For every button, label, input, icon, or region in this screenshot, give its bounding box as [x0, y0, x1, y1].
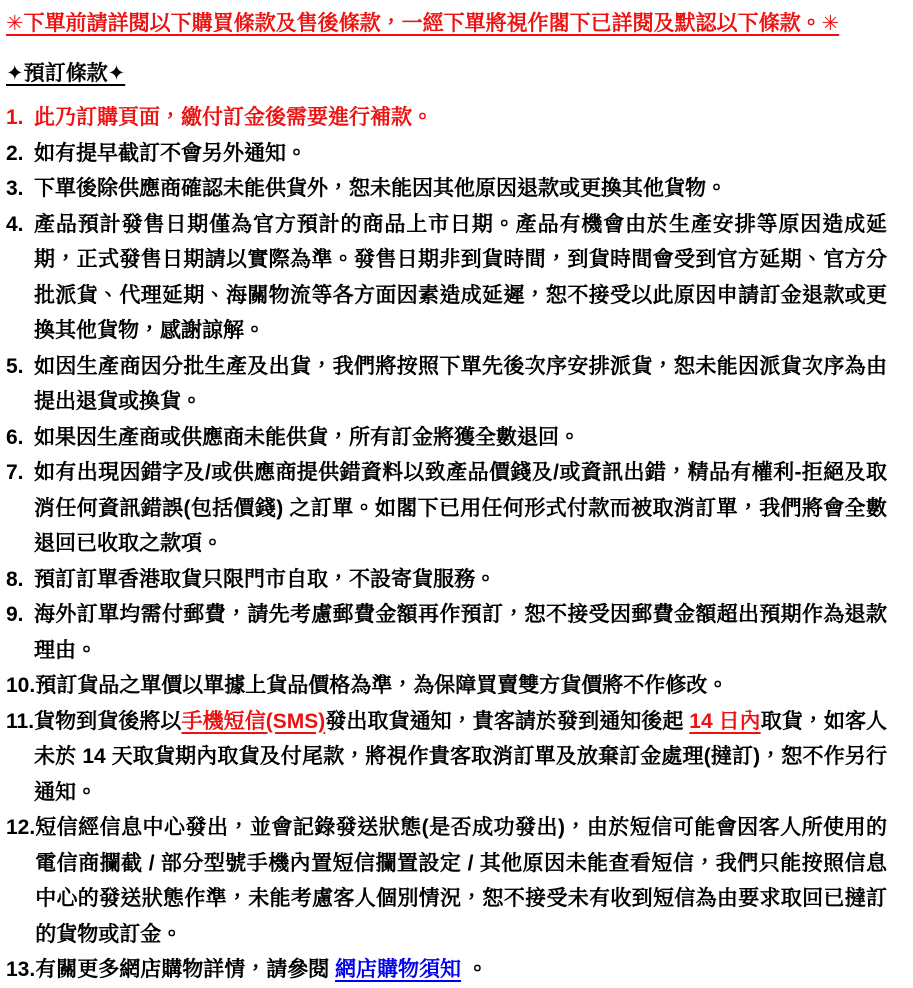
- term-text: [34, 171, 887, 207]
- term-number: 10.: [6, 674, 36, 697]
- term-number: 11.: [6, 709, 35, 733]
- term-segment: 發出取貨通知，貴客請於發到通知後起: [325, 709, 690, 733]
- term-text: [35, 810, 887, 952]
- term-item-3: [6, 171, 887, 207]
- term-text: [35, 668, 887, 704]
- term-number: 9.: [6, 603, 24, 626]
- term-number: 3.: [6, 177, 24, 200]
- term-segment: 取貨，如客人未於 14 天取貨期內取貨及付尾款，將視作貴客取消訂單及放棄訂金處理(撻訂)，恕不作另行通知。: [34, 709, 888, 804]
- term-text: [34, 349, 887, 420]
- term-segment: 預訂貨品之單價以單據上貨品價格為準，為保障買賣雙方貨價將不作修改。: [35, 674, 729, 697]
- term-segment: 海外訂單均需付郵費，請先考慮郵費金額再作預訂，恕不接受因郵費金額超出預期作為退款理由。: [34, 603, 887, 662]
- term-segment: 有關更多網店購物詳情，請參閱: [35, 958, 336, 981]
- term-number: 7.: [6, 461, 24, 484]
- term-item-4: [6, 207, 887, 349]
- term-segment: 產品預計發售日期僅為官方預計的商品上市日期。產品有機會由於生產安排等原因造成延期，正式發售日期請以實際為準。發售日期非到貨時間，到貨時間會受到官方延期、官方分批派貨、代理延期、海關物流等各方面因素造成延遲，恕不接受以此原因申請訂金退款或更換其他貨物，感謝諒解。: [34, 212, 887, 342]
- term-number: 12.: [6, 816, 36, 839]
- term-segment: 下單後除供應商確認未能供貨外，恕未能因其他原因退款或更換其他貨物。: [34, 177, 727, 200]
- term-text: [34, 455, 887, 562]
- term-text: [34, 597, 887, 668]
- term-segment: 預訂訂單香港取貨只限門市自取，不設寄貨服務。: [34, 567, 496, 591]
- term-number: 8.: [6, 567, 24, 591]
- term-number: 2.: [6, 141, 24, 165]
- term-item-1: [6, 100, 887, 136]
- term-number: 4.: [6, 212, 24, 236]
- term-text: [34, 562, 887, 598]
- term-item-7: [6, 455, 887, 562]
- section-title-preorder-terms: ✦預訂條款✦: [6, 61, 126, 85]
- term-item-6: [6, 420, 887, 456]
- term-item-2: [6, 136, 887, 172]
- term-number: 5.: [6, 354, 24, 378]
- term-segment: 如有出現因錯字及/或供應商提供錯資料以致產品價錢及/或資訊出錯，精品有權利-拒絕及取消任何資訊錯誤(包括價錢) 之訂單。如閣下已用任何形式付款而被取消訂單，我們將會全數退回已收取之款項。: [34, 461, 887, 555]
- term-item-8: [6, 562, 887, 598]
- term-text: [34, 100, 887, 136]
- term-number: 1.: [6, 106, 24, 129]
- term-item-11: [6, 704, 887, 811]
- term-item-13: [6, 952, 887, 988]
- term-text: [34, 420, 887, 456]
- term-segment: 如因生產商因分批生產及出貨，我們將按照下單先後次序安排派貨，恕未能因派貨次序為由提出退貨或換貨。: [34, 354, 887, 413]
- term-text: [34, 136, 887, 172]
- terms-list: [6, 100, 887, 988]
- term-segment-highlight: 手機短信(SMS): [181, 709, 326, 733]
- term-number: 13.: [6, 958, 36, 981]
- term-item-5: [6, 349, 887, 420]
- term-segment: 如果因生產商或供應商未能供貨，所有訂金將獲全數退回。: [34, 425, 580, 449]
- term-number: 6.: [6, 425, 24, 449]
- term-segment: 。: [461, 958, 488, 981]
- pre-order-warning-header: ✳下單前請詳閱以下購買條款及售後條款，一經下單將視作閣下已詳閱及默認以下條款。✳: [6, 12, 840, 35]
- term-segment-highlight: 此乃訂購頁面，繳付訂金後需要進行補款。: [34, 106, 433, 129]
- term-segment: 如有提早截訂不會另外通知。: [34, 141, 307, 165]
- term-segment: 短信經信息中心發出，並會記錄發送狀態(是否成功發出)，由於短信可能會因客人所使用的電信商攔截 / 部分型號手機內置短信攔置設定 / 其他原因未能查看短信，我們只能按照信息中心的發送狀態作準，未能考慮客人個別情況，恕不接受未有收到短信為由要求取回已撻訂的貨物或訂金。: [35, 816, 887, 946]
- term-item-9: [6, 597, 887, 668]
- store-shopping-notice-link[interactable]: 網店購物須知: [335, 958, 462, 981]
- term-item-10: [6, 668, 887, 704]
- term-segment-highlight: 14 日內: [689, 709, 761, 733]
- term-segment: 貨物到貨後將以: [34, 709, 182, 733]
- term-text: [35, 952, 887, 988]
- term-text: [34, 704, 887, 811]
- term-item-12: [6, 810, 887, 952]
- term-text: [34, 207, 887, 349]
